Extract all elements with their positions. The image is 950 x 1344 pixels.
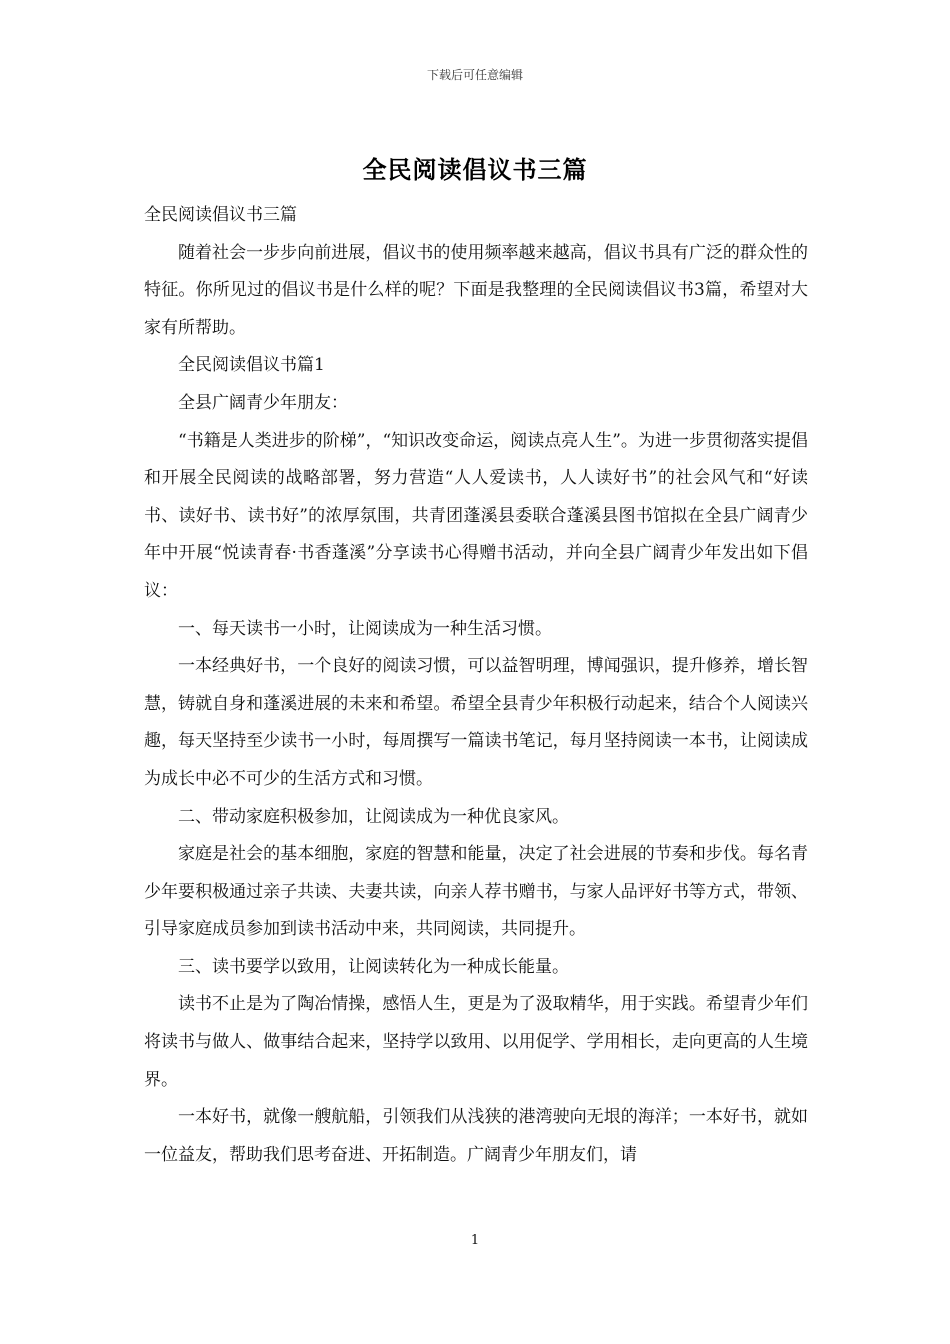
paragraph-body: “书籍是人类进步的阶梯”，“知识改变命运，阅读点亮人生”。为进一步贯彻落实提倡和开展全民阅读的战略部署，努力营造“人人爱读书，人人读好书”的社会风气和“好读书、读好书、读书好”的浓厚氛围，共青团蓬溪县委联合蓬溪县图书馆拟在全县广阔青少年中开展“悦读青春·书香蓬溪”分享读书心得赠书活动，并向全县广阔青少年发出如下倡议：	[144, 430, 808, 601]
paragraph-salutation: 全县广阔青少年朋友：	[178, 392, 348, 413]
paragraph-subtitle: 全民阅读倡议书三篇	[144, 205, 297, 225]
paragraph-point-heading: 一、每天读书一小时，让阅读成为一种生活习惯。	[178, 618, 552, 639]
paragraph-point-heading: 二、带动家庭积极参加，让阅读成为一种优良家风。	[178, 806, 569, 827]
paragraph-body: 一本经典好书，一个良好的阅读习惯，可以益智明理，博闻强识，提升修养，增长智慧，铸就自身和蓬溪进展的未来和希望。希望全县青少年积极行动起来，结合个人阅读兴趣，每天坚持至少读书一小时，每周撰写一篇读书笔记，每月坚持阅读一本书，让阅读成为成长中必不可少的生活方式和习惯。	[144, 656, 808, 789]
document-title: 全民阅读倡议书三篇	[362, 155, 588, 184]
paragraph-body: 家庭是社会的基本细胞，家庭的智慧和能量，决定了社会进展的节奏和步伐。每名青少年要积极通过亲子共读、夫妻共读，向亲人荐书赠书，与家人品评好书等方式，带领、引导家庭成员参加到读书活动中来，共同阅读，共同提升。	[144, 844, 808, 940]
paragraph-intro: 随着社会一步步向前进展，倡议书的使用频率越来越高，倡议书具有广泛的群众性的特征。你所见过的倡议书是什么样的呢？下面是我整理的全民阅读倡议书3篇，希望对大家有所帮助。	[144, 242, 808, 338]
page-number: 1	[470, 1233, 480, 1248]
document-body	[144, 197, 808, 1174]
header-note: 下载后可任意编辑	[426, 68, 523, 82]
paragraph-body: 读书不止是为了陶冶情操，感悟人生，更是为了汲取精华，用于实践。希望青少年们将读书与做人、做事结合起来，坚持学以致用、以用促学、学用相长，走向更高的人生境界。	[144, 994, 808, 1090]
paragraph-body: 一本好书，就像一艘航船，引领我们从浅狭的港湾驶向无垠的海洋；一本好书，就如一位益友，帮助我们思考奋进、开拓制造。广阔青少年朋友们，请	[144, 1107, 808, 1165]
paragraph-point-heading: 三、读书要学以致用，让阅读转化为一种成长能量。	[178, 956, 569, 977]
paragraph-section-heading: 全民阅读倡议书篇1	[178, 355, 325, 376]
